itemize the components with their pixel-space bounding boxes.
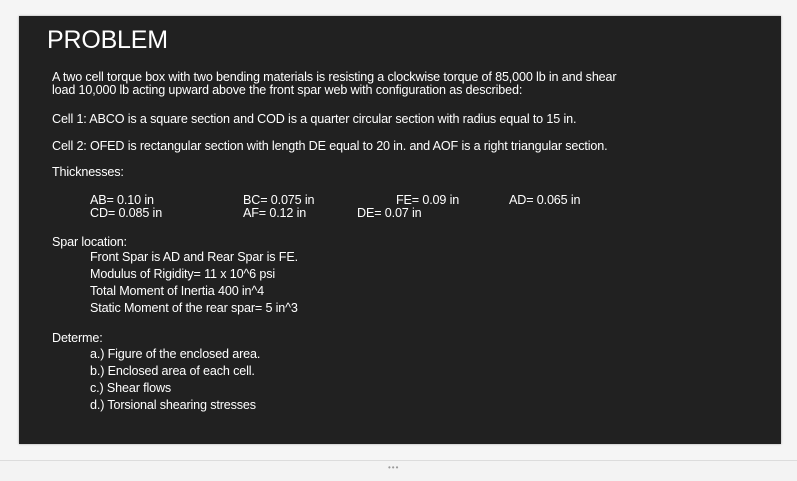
thickness-cd: CD= 0.085 in <box>90 206 163 220</box>
spar-item: Front Spar is AD and Rear Spar is FE. <box>90 250 298 264</box>
intro-line-1: A two cell torque box with two bending materials is resisting a clockwise torque of 85,000 lb in and shear <box>52 70 617 84</box>
thickness-ab: AB= 0.10 in <box>90 193 154 207</box>
determine-heading: Determe: <box>52 331 103 345</box>
determine-item: b.) Enclosed area of each cell. <box>90 364 255 378</box>
cell-2-description: Cell 2: OFED is rectangular section with length DE equal to 20 in. and AOF is a right triangular section. <box>52 139 608 153</box>
spar-item: Total Moment of Inertia 400 in^4 <box>90 284 265 298</box>
spar-heading: Spar location: <box>52 235 127 249</box>
cell-1-description: Cell 1: ABCO is a square section and COD is a quarter circular section with radius equal to 15 in. <box>52 112 577 126</box>
bottom-bar <box>0 460 797 481</box>
intro-line-2: load 10,000 lb acting upward above the front spar web with configuration as described: <box>52 83 523 97</box>
spar-item: Modulus of Rigidity= 11 x 10^6 psi <box>90 267 276 281</box>
determine-item: c.) Shear flows <box>90 381 172 395</box>
thickness-ad: AD= 0.065 in <box>509 193 581 207</box>
thicknesses-heading: Thicknesses: <box>52 165 124 179</box>
thickness-bc: BC= 0.075 in <box>243 193 315 207</box>
resize-handle-icon[interactable]: ••• <box>388 463 400 472</box>
thickness-af: AF= 0.12 in <box>243 206 307 220</box>
slide-title: PROBLEM <box>47 26 168 54</box>
spar-item: Static Moment of the rear spar= 5 in^3 <box>90 301 298 315</box>
slide[interactable] <box>19 16 781 444</box>
thickness-de: DE= 0.07 in <box>357 206 422 220</box>
determine-item: d.) Torsional shearing stresses <box>90 398 256 412</box>
thickness-fe: FE= 0.09 in <box>396 193 460 207</box>
determine-item: a.) Figure of the enclosed area. <box>90 347 261 361</box>
